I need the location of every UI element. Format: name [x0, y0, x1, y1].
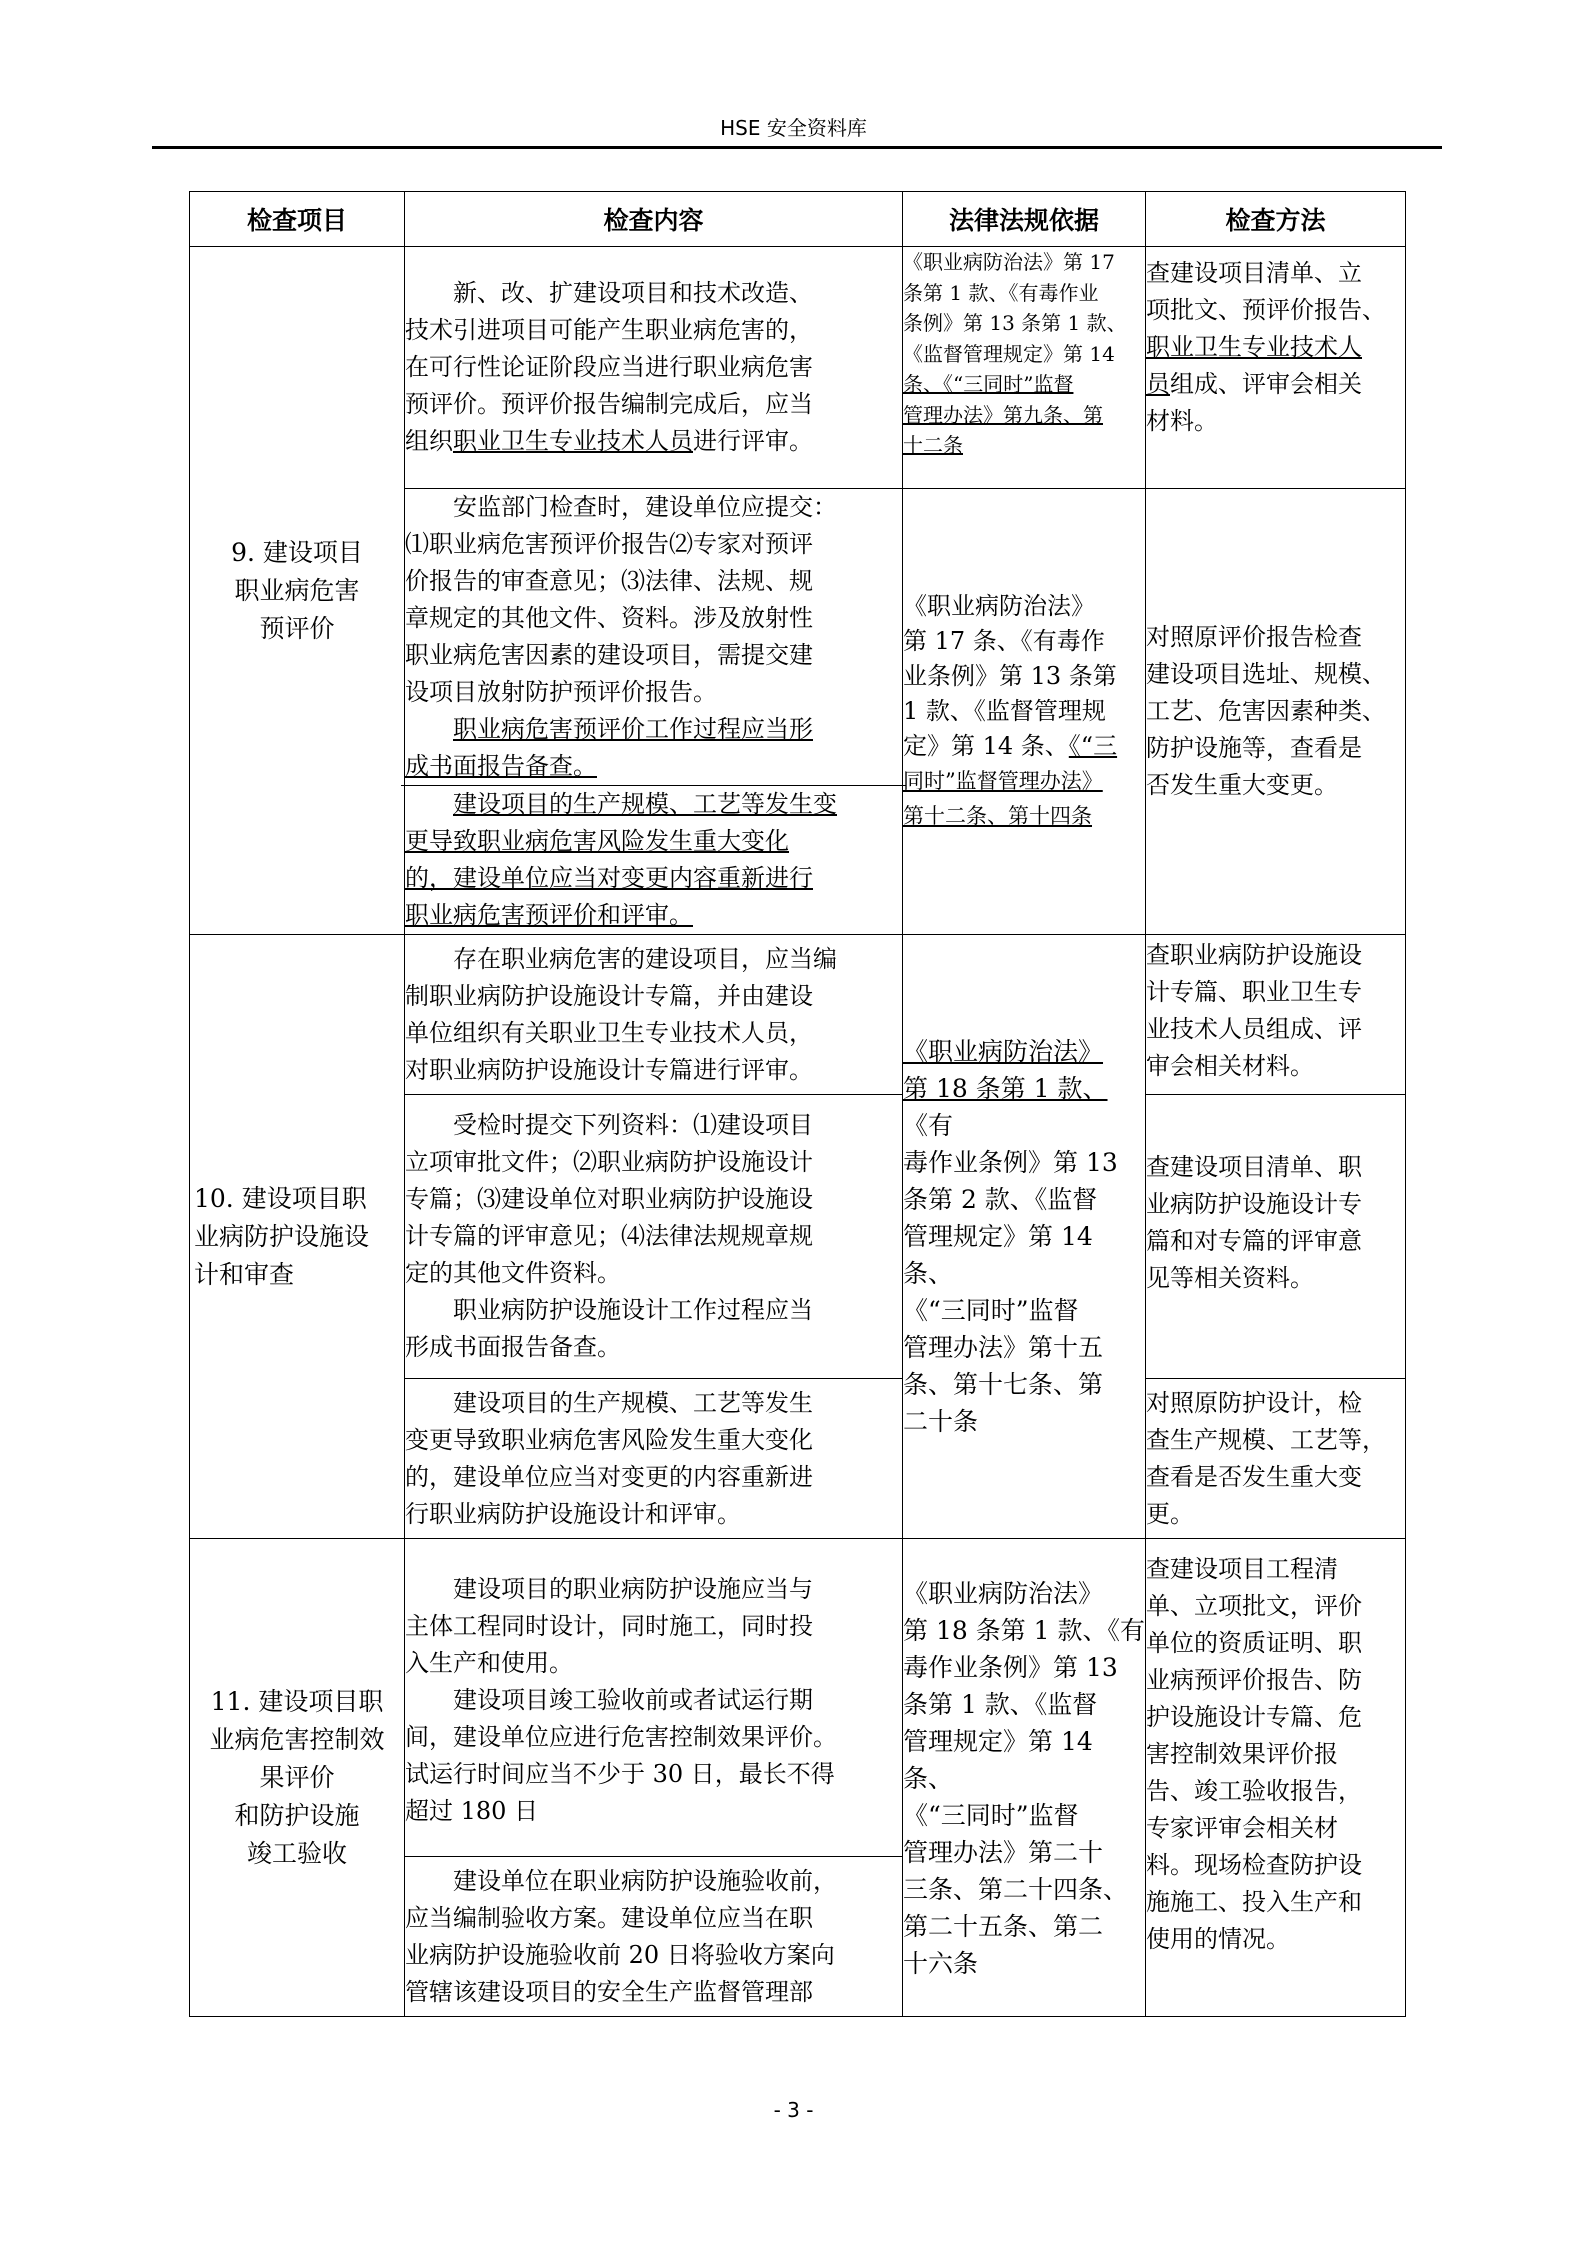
content-line: 单位组织有关职业卫生专业技术人员，: [405, 1018, 813, 1047]
content-line: 专篇；⑶建设单位对职业病防护设施设: [405, 1185, 813, 1213]
method-line: 查建设项目清单、职: [1146, 1153, 1362, 1181]
item-line: 计和审查: [194, 1259, 295, 1289]
content-line: 形成书面报告备查。: [405, 1333, 621, 1361]
inspection-table: [189, 191, 1406, 2017]
method-line: 建设项目选址、规模、: [1146, 660, 1386, 688]
table-row: [190, 935, 1406, 1095]
content-line: 存在职业病危害的建设项目，应当编: [453, 944, 837, 973]
content-line: 设项目放射防护预评价报告。: [405, 678, 717, 706]
item-line: 果评价: [259, 1762, 335, 1792]
content-line: 对职业病防护设施设计专篇进行评审。: [405, 1055, 813, 1084]
basis-line: 第二十五条、第二: [903, 1912, 1104, 1941]
basis-line: 毒作业条例》第 13: [903, 1653, 1118, 1682]
content-text: 组织: [405, 427, 453, 455]
content-line: 的，建设单位应当对变更的内容重新进: [405, 1462, 813, 1491]
basis-line: 管理办法》第九条、第: [903, 402, 1103, 427]
method-line: 查建设项目清单、立: [1146, 259, 1362, 287]
method-line: 职业卫生专业技术人: [1146, 333, 1362, 361]
method-cell: [1146, 489, 1406, 935]
basis-line: 条、《“三同时”监督: [903, 372, 1074, 396]
content-line: 建设项目的生产规模、工艺等发生: [453, 1388, 813, 1417]
content-line: 入生产和使用。: [405, 1649, 573, 1677]
method-line: 料。现场检查防护设: [1146, 1851, 1362, 1879]
table-row: [190, 1539, 1406, 1857]
method-cell: [1146, 1379, 1406, 1539]
method-cell: [1146, 935, 1406, 1095]
basis-line: 条第 2 款、《监督: [903, 1185, 1098, 1214]
method-line: 护设施设计专篇、危: [1146, 1703, 1362, 1731]
content-cell: [405, 935, 903, 1095]
content-cell: [405, 1095, 903, 1379]
content-line: 预评价。预评价报告编制完成后，应当: [405, 390, 813, 418]
method-line: 更。: [1146, 1499, 1194, 1528]
method-line: 审会相关材料。: [1146, 1052, 1314, 1080]
basis-line: 管理办法》第十五: [903, 1333, 1104, 1362]
content-line: 应当编制验收方案。建设单位应当在职: [405, 1903, 813, 1932]
method-line: 查生产规模、工艺等，: [1146, 1425, 1386, 1454]
basis-line: 条第 1 款、《监督: [903, 1690, 1098, 1719]
content-line: 立项审批文件；⑵职业病防护设施设计: [405, 1148, 813, 1176]
basis-line: 《监督管理规定》第 14: [903, 341, 1115, 366]
method-line: 单、立项批文，评价: [1146, 1592, 1362, 1620]
method-line: 专家评审会相关材: [1146, 1814, 1338, 1842]
method-line: 查看是否发生重大变: [1146, 1462, 1362, 1491]
basis-line: 《“三同时”监督: [903, 1801, 1079, 1830]
method-line: 防护设施等，查看是: [1146, 734, 1362, 762]
content-cell: [405, 1539, 903, 1857]
method-line: 业病预评价报告、防: [1146, 1666, 1362, 1694]
method-line: 使用的情况。: [1146, 1925, 1290, 1953]
basis-line: 十六条: [903, 1949, 979, 1978]
method-line: 项批文、预评价报告、: [1146, 296, 1386, 324]
item-line: 业病危害控制效: [209, 1724, 385, 1754]
content-line: 制职业病防护设施设计专篇，并由建设: [405, 981, 813, 1010]
content-line: ⑴职业病危害预评价报告⑵专家对预评: [405, 530, 813, 558]
method-text: 组成、评审会相关: [1170, 370, 1362, 398]
basis-text: 定》第 14 条、: [903, 732, 1069, 760]
method-line: 查建设项目工程清: [1146, 1555, 1338, 1583]
method-line: 业病防护设施设计专: [1146, 1190, 1362, 1218]
method-line: 害控制效果评价报: [1146, 1740, 1338, 1768]
basis-cell: [903, 247, 1146, 489]
basis-cell: [903, 935, 1146, 1539]
basis-text: 《“三: [1068, 732, 1118, 760]
content-cell: [405, 489, 903, 935]
method-cell: [1146, 1095, 1406, 1379]
basis-cell: [903, 1539, 1146, 2017]
column-header: 法律法规依据: [903, 192, 1146, 247]
method-line: 对照原评价报告检查: [1146, 623, 1362, 651]
content-line: 建设项目的生产规模、工艺等发生变: [453, 790, 837, 818]
basis-line: 管理规定》第 14 条、: [903, 1727, 1093, 1793]
method-line: 否发生重大变更。: [1146, 771, 1338, 799]
content-line: 职业病危害预评价工作过程应当形: [453, 715, 813, 743]
content-line: 在可行性论证阶段应当进行职业病危害: [405, 353, 813, 381]
basis-line: 条第 1 款、《有毒作业: [903, 280, 1099, 305]
header-rule: [152, 146, 1442, 149]
content-cell: [405, 1857, 903, 2017]
item-cell: [190, 247, 405, 935]
content-line: 更导致职业病危害风险发生重大变化: [405, 827, 789, 855]
method-line: 材料。: [1146, 407, 1218, 435]
page-header: HSE 安全资料库: [720, 116, 867, 140]
basis-cell: [903, 489, 1146, 935]
underlined-text: 职业卫生专业技术人员: [453, 427, 693, 455]
basis-line: 同时”监督管理办法》: [903, 769, 1103, 793]
basis-line: 三条、第二十四条、: [903, 1875, 1129, 1904]
content-line: 成书面报告备查。: [405, 752, 597, 780]
basis-line: 业条例》第 13 条第: [903, 662, 1117, 690]
method-line: 单位的资质证明、职: [1146, 1629, 1362, 1657]
method-line: 篇和对专篇的评审意: [1146, 1227, 1362, 1255]
column-header: 检查内容: [405, 192, 903, 247]
table-row: [190, 247, 1406, 489]
basis-line: 管理办法》第二十: [903, 1838, 1104, 1867]
basis-line: [903, 729, 1145, 764]
content-line: 变更导致职业病危害风险发生重大变化: [405, 1425, 813, 1454]
item-line: 职业病危害: [234, 575, 360, 605]
basis-line: 《“三同时”监督: [903, 1296, 1079, 1325]
content-sub-block: [401, 785, 906, 934]
method-cell: [1146, 1539, 1406, 2017]
content-line: 间，建设单位应进行危害控制效果评价。: [405, 1723, 837, 1751]
method-line: 业技术人员组成、评: [1146, 1015, 1362, 1043]
basis-line: 1 款、《监督管理规: [903, 697, 1106, 725]
content-line: 章规定的其他文件、资料。涉及放射性: [405, 604, 813, 632]
content-line: 主体工程同时设计，同时施工，同时投: [405, 1612, 813, 1640]
item-line: 业病防护设施设: [194, 1221, 370, 1251]
method-line: 告、竣工验收报告，: [1146, 1777, 1362, 1805]
method-line: 对照原防护设计，检: [1146, 1388, 1362, 1417]
basis-line: 第 18 条第 1 款、《有: [903, 1616, 1146, 1645]
content-line: 定的其他文件资料。: [405, 1259, 621, 1287]
basis-line: [903, 1070, 1145, 1144]
content-text: 进行评审。: [693, 427, 813, 455]
content-line: 超过 180 日: [405, 1797, 539, 1825]
basis-line: 条、第十七条、第: [903, 1370, 1104, 1399]
content-line: 职业病防护设施设计工作过程应当: [453, 1296, 813, 1324]
table-header-row: [190, 192, 1406, 247]
basis-line: 毒作业条例》第 13: [903, 1148, 1118, 1177]
column-header: 检查项目: [190, 192, 405, 247]
basis-line: 二十条: [903, 1407, 979, 1436]
page-number: - 3 -: [773, 2098, 814, 2122]
method-line: 计专篇、职业卫生专: [1146, 978, 1362, 1006]
content-line: 职业病危害预评价和评审。: [405, 901, 693, 929]
content-line: 业病防护设施验收前 20 日将验收方案向: [405, 1940, 835, 1969]
item-line: 11. 建设项目职: [210, 1686, 384, 1716]
content-line: 安监部门检查时，建设单位应提交：: [453, 493, 837, 521]
item-cell: [190, 1539, 405, 2017]
basis-line: 《职业病防治法》: [903, 592, 1095, 620]
basis-text: 第 18 条第 1 款、: [903, 1074, 1108, 1103]
item-line: 竣工验收: [246, 1838, 347, 1868]
method-line: 工艺、危害因素种类、: [1146, 697, 1386, 725]
method-line: 查职业病防护设施设: [1146, 941, 1362, 969]
content-line: 受检时提交下列资料：⑴建设项目: [453, 1111, 813, 1139]
basis-line: 第十二条、第十四条: [903, 804, 1092, 828]
basis-line: 《职业病防治法》: [903, 1579, 1104, 1608]
content-line: 建设单位在职业病防护设施验收前，: [453, 1866, 837, 1895]
content-line: 管辖该建设项目的安全生产监督管理部: [405, 1977, 813, 2006]
basis-text: 《有: [903, 1111, 954, 1140]
content-cell: [405, 1379, 903, 1539]
basis-line: 管理规定》第 14 条、: [903, 1222, 1093, 1288]
method-line: 见等相关资料。: [1146, 1264, 1314, 1292]
content-line: 技术引进项目可能产生职业病危害的，: [405, 316, 813, 344]
basis-line: 《职业病防治法》: [903, 1037, 1104, 1066]
content-line: 计专篇的评审意见；⑷法律法规规章规: [405, 1222, 813, 1250]
content-line: 建设项目的职业病防护设施应当与: [453, 1575, 813, 1603]
method-line: 施施工、投入生产和: [1146, 1888, 1362, 1916]
content-line: 行职业病防护设施设计和评审。: [405, 1499, 741, 1528]
basis-line: 《职业病防治法》第 17: [903, 250, 1115, 274]
item-line: 9. 建设项目: [231, 537, 363, 567]
basis-line: 第 17 条、《有毒作: [903, 627, 1105, 655]
item-line: 10. 建设项目职: [194, 1183, 367, 1213]
column-header: 检查方法: [1146, 192, 1406, 247]
content-line: 价报告的审查意见；⑶法律、法规、规: [405, 567, 813, 595]
content-cell: [405, 247, 903, 489]
item-cell: [190, 935, 405, 1539]
method-text: 员: [1146, 370, 1170, 398]
content-line: 试运行时间应当不少于 30 日，最长不得: [405, 1760, 835, 1788]
item-line: 和防护设施: [234, 1800, 360, 1830]
basis-line: 十二条: [903, 433, 963, 457]
method-line: [1146, 366, 1405, 403]
content-line: 的，建设单位应当对变更内容重新进行: [405, 864, 813, 892]
content-line: [405, 423, 902, 460]
content-line: 建设项目竣工验收前或者试运行期: [453, 1686, 813, 1714]
item-line: 预评价: [259, 613, 335, 643]
content-line: 新、改、扩建设项目和技术改造、: [453, 279, 813, 307]
method-cell: [1146, 247, 1406, 489]
basis-line: 条例》第 13 条第 1 款、: [903, 311, 1127, 335]
content-line: 职业病危害因素的建设项目，需提交建: [405, 641, 813, 669]
